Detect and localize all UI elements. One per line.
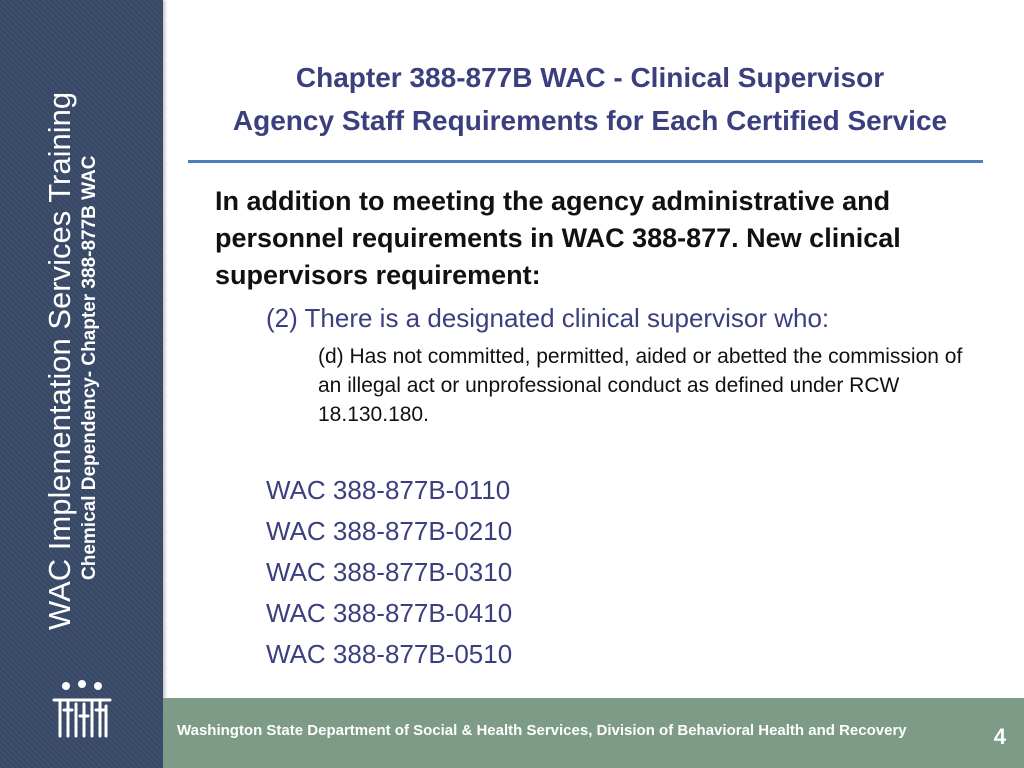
wac-reference: WAC 388-877B-0210 bbox=[266, 516, 513, 546]
page-number: 4 bbox=[993, 724, 1006, 749]
sidebar bbox=[0, 0, 163, 768]
footer-text: Washington State Department of Social & Health Services, Division of Behavioral Health and Recovery bbox=[177, 722, 907, 739]
wac-reference-list bbox=[266, 470, 512, 675]
wac-reference: WAC 388-877B-0110 bbox=[266, 475, 511, 505]
requirement-item-2: (2) There is a designated clinical supervisor who: bbox=[266, 303, 830, 333]
footer-bar bbox=[163, 698, 1024, 768]
sidebar-title: WAC Implementation Services Training bbox=[42, 91, 77, 630]
slide-title bbox=[190, 56, 990, 142]
wac-reference: WAC 388-877B-0410 bbox=[266, 598, 513, 628]
requirement-item-d: (d) Has not committed, permitted, aided or abetted the commission of an illegal act or unprofessional conduct as defined under RCW 18.130.180. bbox=[318, 345, 963, 426]
wac-reference: WAC 388-877B-0310 bbox=[266, 557, 513, 587]
dshs-family-logo-icon bbox=[50, 676, 114, 740]
title-divider bbox=[188, 160, 983, 163]
sidebar-subtitle: Chemical Dependency- Chapter 388-877B WAC bbox=[79, 155, 100, 580]
sidebar-title-block bbox=[42, 30, 102, 630]
slide-title-line-1: Chapter 388-877B WAC - Clinical Supervisor bbox=[295, 62, 885, 93]
slide-title-line-2: Agency Staff Requirements for Each Certified Service bbox=[232, 105, 948, 136]
wac-reference: WAC 388-877B-0510 bbox=[266, 639, 513, 669]
intro-paragraph: In addition to meeting the agency administrative and personnel requirements in WAC 388-877. New clinical supervisors requirement: bbox=[215, 186, 901, 290]
